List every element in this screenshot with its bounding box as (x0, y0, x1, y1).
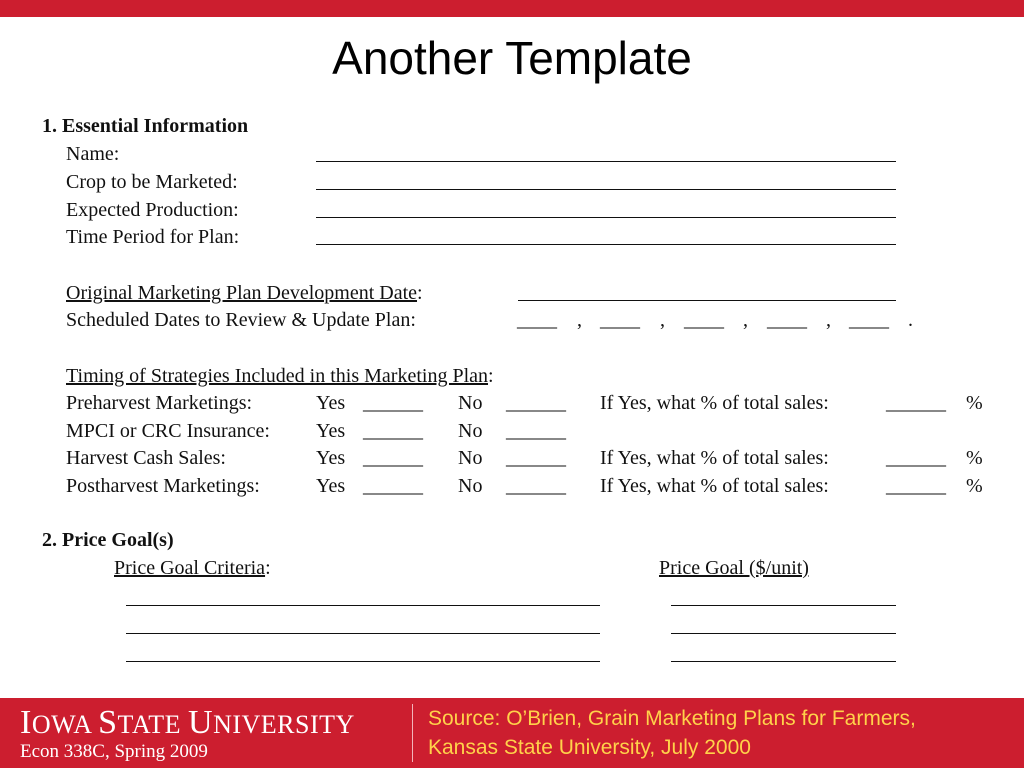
review-date-5[interactable]: ____ (849, 309, 889, 331)
criteria-blank[interactable] (126, 661, 600, 662)
timing-row-label: Postharvest Marketings: (66, 475, 260, 497)
original-date-text: Original Marketing Plan Development Date (66, 282, 418, 304)
timing-row-label: MPCI or CRC Insurance: (66, 420, 270, 442)
yes-blank[interactable]: ______ (363, 420, 423, 442)
timing-colon: : (488, 365, 494, 387)
review-date-comma-4: , (826, 309, 831, 331)
percent-blank[interactable]: ______ (886, 447, 946, 469)
yes-option: Yes (316, 447, 346, 469)
section-1-heading: 1. Essential Information (42, 115, 249, 137)
yes-option: Yes (316, 392, 346, 414)
wordmark-tate: TATE (117, 710, 188, 739)
name-blank[interactable] (316, 161, 896, 162)
yes-blank[interactable]: ______ (363, 447, 423, 469)
no-blank[interactable]: ______ (506, 475, 566, 497)
review-date-1[interactable]: ____ (517, 309, 557, 331)
original-date-colon: : (417, 282, 423, 304)
timing-row-label: Harvest Cash Sales: (66, 447, 226, 469)
timing-text: Timing of Strategies Included in this Marketing Plan (66, 365, 489, 387)
price-goal-criteria-label (114, 556, 271, 580)
review-date-comma-2: , (660, 309, 665, 331)
name-label: Name: (66, 143, 120, 165)
no-blank[interactable]: ______ (506, 447, 566, 469)
no-option: No (458, 392, 483, 414)
time-period-label: Time Period for Plan: (66, 226, 240, 248)
review-date-comma-3: , (743, 309, 748, 331)
original-date-blank[interactable] (518, 300, 896, 301)
source-citation (428, 704, 916, 762)
percent-blank[interactable]: ______ (886, 475, 946, 497)
timing-label (66, 364, 494, 388)
production-label: Expected Production: (66, 199, 239, 221)
criteria-colon: : (265, 557, 271, 579)
wordmark-niversity: NIVERSITY (213, 710, 355, 739)
criteria-blank[interactable] (126, 633, 600, 634)
price-goal-unit-label: Price Goal ($/unit) (659, 557, 809, 579)
no-option: No (458, 420, 483, 442)
no-blank[interactable]: ______ (506, 420, 566, 442)
no-blank[interactable]: ______ (506, 392, 566, 414)
percent-question: If Yes, what % of total sales: (600, 475, 829, 497)
crop-label: Crop to be Marketed: (66, 171, 238, 193)
footer-divider (412, 704, 413, 762)
slide-title: Another Template (332, 32, 692, 84)
source-line-1: Source: O’Brien, Grain Marketing Plans for Farmers, (428, 707, 916, 730)
no-option: No (458, 475, 483, 497)
wordmark-i: I (20, 704, 32, 741)
wordmark-u: U (188, 704, 214, 741)
yes-blank[interactable]: ______ (363, 392, 423, 414)
criteria-text: Price Goal Criteria (114, 557, 266, 579)
criteria-blank[interactable] (126, 605, 600, 606)
section-2-heading: 2. Price Goal(s) (42, 529, 174, 551)
percent-sign: % (966, 475, 983, 497)
percent-sign: % (966, 447, 983, 469)
review-date-comma-1: , (577, 309, 582, 331)
yes-option: Yes (316, 420, 346, 442)
percent-blank[interactable]: ______ (886, 392, 946, 414)
percent-question: If Yes, what % of total sales: (600, 392, 829, 414)
goal-blank[interactable] (671, 661, 896, 662)
review-date-4[interactable]: ____ (767, 309, 807, 331)
yes-option: Yes (316, 475, 346, 497)
timing-row-label: Preharvest Marketings: (66, 392, 253, 414)
wordmark-s: S (98, 704, 118, 741)
goal-blank[interactable] (671, 605, 896, 606)
review-date-period: . (908, 309, 913, 331)
original-date-label (66, 281, 423, 305)
review-dates-label: Scheduled Dates to Review & Update Plan: (66, 309, 416, 331)
source-line-2: Kansas State University, July 2000 (428, 736, 751, 759)
review-date-3[interactable]: ____ (684, 309, 724, 331)
crop-blank[interactable] (316, 189, 896, 190)
production-blank[interactable] (316, 217, 896, 218)
no-option: No (458, 447, 483, 469)
wordmark-owa: OWA (31, 710, 99, 739)
course-label: Econ 338C, Spring 2009 (20, 741, 208, 762)
percent-sign: % (966, 392, 983, 414)
percent-question: If Yes, what % of total sales: (600, 447, 829, 469)
university-wordmark (20, 706, 355, 742)
yes-blank[interactable]: ______ (363, 475, 423, 497)
goal-blank[interactable] (671, 633, 896, 634)
time-period-blank[interactable] (316, 244, 896, 245)
review-date-2[interactable]: ____ (600, 309, 640, 331)
